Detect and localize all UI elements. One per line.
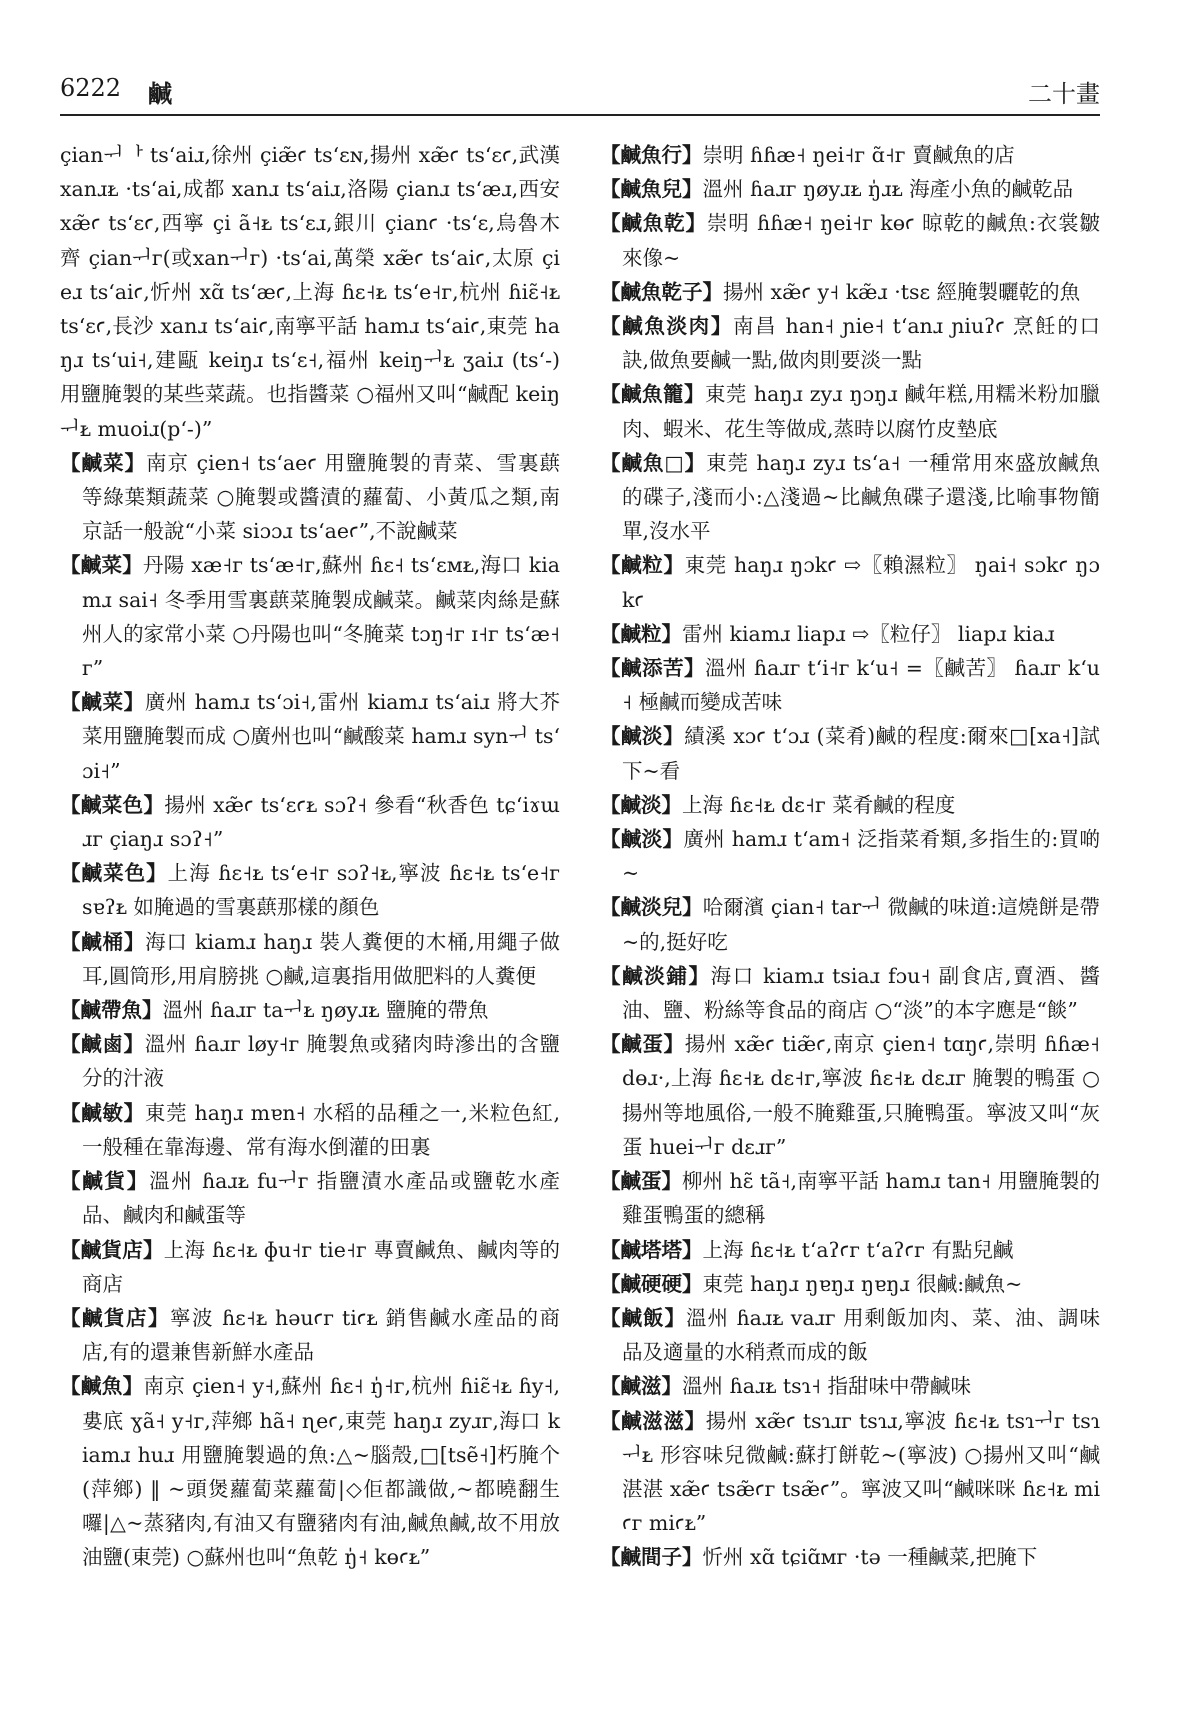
dictionary-entry: [60, 1096, 560, 1164]
dictionary-entry: [600, 1301, 1100, 1369]
entry-continuation: [60, 138, 560, 446]
entry-definition: 上海 ɦɛ˧ᴌ tʻaʔꜥᴦ tʻaʔꜥᴦ 有點兒鹹: [702, 1237, 1014, 1262]
entry-definition: 柳州 hɛ̃ tã˧,南寧平話 hamɹ tan˧ 用鹽腌製的雞蛋鴨蛋的總稱: [622, 1169, 1101, 1228]
entry-headword: 【鹹淡】: [600, 792, 682, 817]
dictionary-entry: [600, 1027, 1100, 1164]
entry-definition: 雷州 kiamɹ liapɹ ⇨〖粒仔〗 liapɹ kiaɹ: [682, 621, 1055, 646]
entry-headword: 【鹹菜】: [60, 553, 143, 578]
entry-headword: 【鹹魚行】: [600, 143, 703, 167]
dictionary-entry: [600, 617, 1100, 651]
entry-headword: 【鹹蛋】: [600, 1032, 685, 1057]
entry-definition: 丹陽 xæ˧ᴦ tsʻæ˧ᴦ,蘇州 ɦɛ˧ tsʻɛᴍᴌ,海口 kiamɹ sai˧ 冬季用雪裏蕻菜腌製成鹹菜。鹹菜肉絲是蘇州人的家常小菜 ○丹陽也叫“冬腌菜 tɔŋ˧ᴦ ɪ˧ᴦ tsʻæ˧ᴦ”: [82, 553, 561, 681]
header-rule: [60, 114, 1100, 116]
dictionary-entry: [60, 925, 560, 993]
entry-definition: 溫州 ɦaɹᴌ tsɿ˧ 指甜味中帶鹹味: [682, 1374, 972, 1399]
dictionary-entry: [60, 993, 560, 1027]
dictionary-entry: [60, 788, 560, 856]
entry-headword: 【鹹魚籠】: [600, 382, 705, 407]
entry-headword: 【鹹菜】: [60, 450, 147, 475]
dictionary-entry: [600, 548, 1100, 616]
entry-definition: 東莞 haŋɹ ŋɔkꜥ ⇨〖賴濕粒〗 ŋai˧ sɔkꜥ ŋɔkꜥ: [622, 553, 1100, 612]
entry-headword: 【鹹淡】: [600, 724, 685, 749]
dictionary-entry: [600, 890, 1100, 958]
entry-headword: 【鹹淡】: [600, 827, 684, 852]
dictionary-entry: [60, 1369, 560, 1574]
dictionary-entry: [600, 172, 1100, 206]
entry-definition: 海口 kiamɹ haŋɹ 裝人糞便的木桶,用繩子做耳,圓筒形,用肩膀挑 ○鹹,這裏指用做肥料的人糞便: [82, 929, 560, 988]
dictionary-entry: [60, 1027, 560, 1095]
dictionary-entry: [600, 822, 1100, 890]
dictionary-entry: [600, 651, 1100, 719]
entry-definition: 東莞 haŋɹ mɐn˧ 水稻的品種之一,米粒色紅,一般種在靠海邊、常有海水倒灌的田裏: [82, 1100, 561, 1159]
entry-headword: 【鹹敏】: [60, 1100, 145, 1125]
entry-headword: 【鹹淡鋪】: [600, 963, 711, 988]
entry-definition: 廣州 hamɹ tsʻɔi˧,雷州 kiamɹ tsʻaiɹ 將大芥菜用鹽腌製而成 ○廣州也叫“鹹酸菜 hamɹ synᅱ tsʻɔi˧”: [82, 690, 560, 783]
entry-definition: 南京 çien˧ tsʻaeꜥ 用鹽腌製的青菜、雪裏蕻等綠葉類蔬菜 ○腌製或醬漬的蘿蔔、小黃瓜之類,南京話一般說“小菜 siɔɔɹ tsʻaeꜥ”,不說鹹菜: [82, 450, 560, 544]
dictionary-entry: [600, 206, 1100, 274]
entry-headword: 【鹹飯】: [600, 1305, 686, 1330]
entry-definition: 溫州 ɦaɹᴦ ŋøyɹᴌ ŋ̍ɹᴌ 海產小魚的鹹乾品: [702, 177, 1074, 202]
page-header: [60, 68, 1100, 108]
entry-headword: 【鹹魚乾子】: [600, 279, 723, 304]
dictionary-entry: [600, 275, 1100, 309]
entry-definition: 揚州 xæ̃ꜥ tsʻɛꜥᴌ sɔʔ˧ 參看“秋香色 tɕʻiɤɯɹᴦ çiaŋɹ sɔʔ˧”: [82, 792, 560, 852]
dictionary-entry: [60, 1301, 560, 1369]
entry-headword: 【鹹粒】: [600, 621, 682, 646]
entry-headword: 【鹹貨店】: [60, 1237, 164, 1262]
entry-definition: 溫州 ɦaɹᴦ løy˧ᴦ 腌製魚或豬肉時滲出的含鹽分的汁液: [82, 1032, 560, 1091]
entry-definition: 海口 kiamɹ tsiaɹ fɔu˧ 副食店,賣酒、醬油、鹽、粉絲等食品的商店 ○“淡”的本字應是“餤”: [622, 963, 1101, 1023]
entry-headword: 【鹹滋】: [600, 1374, 682, 1399]
dictionary-entry: [600, 1404, 1100, 1541]
head-character: 鹹: [148, 79, 172, 108]
dictionary-entry: [60, 548, 560, 685]
entry-definition: 揚州 xæ̃ꜥ y˧ kæ̃ɹ ·tsɛ 經腌製曬乾的魚: [723, 279, 1081, 304]
entry-definition: 廣州 hamɹ tʻam˧ 泛指菜肴類,多指生的:買啲~: [622, 827, 1100, 886]
entry-definition: 東莞 haŋɹ zyɹ ŋɔŋɹ 鹹年糕,用糯米粉加臘肉、蝦米、花生等做成,蒸時以腐竹皮墊底: [622, 382, 1101, 441]
right-column: [600, 138, 1100, 1575]
dictionary-entry: [600, 446, 1100, 549]
entry-headword: 【鹹桶】: [60, 929, 146, 954]
dictionary-entry: [60, 685, 560, 788]
entry-definition: 東莞 haŋɹ zyɹ tsʻa˧ 一種常用來盛放鹹魚的碟子,淺而小:△淺過~比鹹魚碟子還淺,比喻事物簡單,沒水平: [622, 450, 1100, 544]
dictionary-entry: [600, 1164, 1100, 1232]
entry-headword: 【鹹間子】: [600, 1545, 703, 1570]
dictionary-entry: [60, 856, 560, 924]
entry-definition: 溫州 ɦaɹᴦ taᅱᴌ ŋøyɹᴌ 鹽腌的帶魚: [162, 998, 489, 1023]
entry-headword: 【鹹貨】: [60, 1169, 150, 1194]
dictionary-entry: [60, 1233, 560, 1301]
entry-headword: 【鹹魚】: [60, 1374, 144, 1399]
entry-headword: 【鹹魚淡肉】: [600, 314, 733, 339]
stroke-section-label: 二十畫: [1028, 80, 1100, 108]
entry-headword: 【鹹粒】: [600, 553, 685, 578]
entry-definition: 溫州 ɦaɹᴌ fuᅱᴦ 指鹽漬水產品或鹽乾水產品、鹹肉和鹹蛋等: [82, 1169, 561, 1228]
entry-headword: 【鹹添苦】: [600, 656, 705, 681]
entry-definition: 績溪 xɔꜥ tʻɔɹ (菜肴)鹹的程度:爾來□[xa˧]試下~看: [622, 724, 1100, 783]
entry-definition: 上海 ɦɛ˧ᴌ tsʻe˧ᴦ sɔʔ˧ᴌ,寧波 ɦɛ˧ᴌ tsʻe˧ᴦ sɐʔᴌ 如腌過的雪裏蕻那樣的顏色: [82, 861, 560, 920]
entry-headword: 【鹹蛋】: [600, 1169, 683, 1194]
dictionary-entry: [600, 719, 1100, 787]
entry-headword: 【鹹滋滋】: [600, 1408, 706, 1433]
entry-headword: 【鹹菜色】: [60, 861, 168, 886]
entry-headword: 【鹹塔塔】: [600, 1237, 703, 1262]
entry-headword: 【鹹魚兒】: [600, 177, 703, 202]
entry-definition: 崇明 ɦɦæ˧ ŋei˧ᴦ ɑ̃˧ᴦ 賣鹹魚的店: [702, 143, 1015, 167]
dictionary-entry: [600, 959, 1100, 1027]
dictionary-entry: [600, 309, 1100, 377]
entry-headword: 【鹹魚□】: [600, 450, 707, 475]
entry-headword: 【鹹菜】: [60, 690, 145, 715]
entry-definition: 忻州 xɑ̃ tɕiɑ̃ᴍᴦ ·tə 一種鹹菜,把腌下: [702, 1545, 1038, 1570]
entry-definition: 南昌 han˧ ɲie˧ tʻanɹ ɲiuʔꜥ 烹飪的口訣,做魚要鹹一點,做肉則要淡一點: [622, 314, 1100, 373]
entry-headword: 【鹹淡兒】: [600, 895, 703, 920]
dictionary-entry: [60, 446, 560, 549]
dictionary-entry: [600, 377, 1100, 445]
entry-definition: 溫州 ɦaɹᴌ vaɹᴦ 用剩飯加肉、菜、油、調味品及適量的水稍煮而成的飯: [622, 1305, 1100, 1365]
entry-headword: 【鹹貨店】: [60, 1305, 170, 1330]
entry-headword: 【鹹魚乾】: [600, 211, 707, 236]
entry-headword: 【鹹帶魚】: [60, 998, 163, 1023]
left-column: [60, 138, 560, 1575]
entry-definition: 東莞 haŋɹ ŋɐŋɹ ŋɐŋɹ 很鹹:鹹魚~: [702, 1271, 1023, 1296]
dictionary-entry: [600, 138, 1100, 172]
entry-definition: 上海 ɦɛ˧ᴌ dɛ˧ᴦ 菜肴鹹的程度: [682, 792, 956, 817]
entry-definition: 溫州 ɦaɹᴦ tʻi˧ᴦ kʻu˧ =〖鹹苦〗 ɦaɹᴦ kʻu˧ 極鹹而變成苦味: [622, 656, 1101, 715]
dictionary-entry: [600, 1233, 1100, 1267]
dictionary-entry: [600, 1369, 1100, 1403]
entry-definition: 上海 ɦɛ˧ᴌ ɸu˧ᴦ tie˧ᴦ 專賣鹹魚、鹹肉等的商店: [82, 1237, 560, 1296]
entry-definition: 寧波 ɦɛ˧ᴌ həuꜥᴦ tiꜥᴌ 銷售鹹水產品的商店,有的還兼售新鮮水產品: [82, 1305, 561, 1365]
dictionary-entry: [600, 1267, 1100, 1301]
dictionary-entry: [600, 1540, 1100, 1574]
entry-headword: 【鹹鹵】: [60, 1032, 145, 1057]
dictionary-entry: [600, 788, 1100, 822]
entry-headword: 【鹹菜色】: [60, 792, 165, 817]
entry-definition: 揚州 xæ̃ꜥ tsɿɹᴦ tsɿɹ,寧波 ɦɛ˧ᴌ tsɿᅱᴦ tsɿᅱᴌ 形容味兒微鹹:蘇打餅乾~(寧波) ○揚州又叫“鹹湛湛 xæ̃ꜥ tsæ̃ꜥᴦ tsæ̃ꜥ”。寧波又叫“鹹咪咪 ɦɛ˧ᴌ miꜥᴦ miꜥᴌ”: [622, 1408, 1100, 1536]
page-number: 6222: [60, 74, 122, 102]
entry-definition: 崇明 ɦɦæ˧ ŋei˧ᴦ kɵꜥ 晾乾的鹹魚:衣裳皺來像~: [622, 211, 1100, 270]
dictionary-entry: [60, 1164, 560, 1232]
entry-definition: 揚州 xæ̃ꜥ tiæ̃ꜥ,南京 çien˧ tɑŋꜥ,崇明 ɦɦæ˧ dɵɹ·,上海 ɦɛ˧ᴌ dɛ˧ᴦ,寧波 ɦɛ˧ᴌ dɛɹᴦ 腌製的鴨蛋 ○揚州等地風俗,一般不腌雞蛋,只腌鴨蛋。寧波又叫“灰蛋 hueiᅱᴦ dɛɹᴦ”: [622, 1032, 1100, 1159]
entry-definition: çianᅱᅡ tsʻaiɹ,徐州 çiæ̃ꜥ tsʻɛɴ,揚州 xæ̃ꜥ tsʻɛꜥ,武漢 xanɹᴌ ·tsʻai,成都 xanɹ tsʻaiɹ,洛陽 çianɹ tsʻæɹ,西安 xæ̃ꜥ tsʻɛꜥ,西寧 çi ã˧ᴌ tsʻɛɹ,銀川 çianꜥ ·tsʻɛ,烏魯木齊 çianᅱᴦ(或xanᅱᴦ) ·tsʻai,萬榮 xæ̃ꜥ tsʻaiꜥ,太原 çieɹ tsʻaiꜥ,忻州 xɑ̃ tsʻæꜥ,上海 ɦɛ˧ᴌ tsʻe˧ᴦ,杭州 ɦiɛ̃˧ᴌ tsʻɛꜥ,長沙 xanɹ tsʻaiꜥ,南寧平話 hamɹ tsʻaiꜥ,東莞 haŋɹ tsʻui˧,建甌 keiŋɹ tsʻɛ˧,福州 keiŋᅱᴌ ʒaiɹ (tsʻ-) 用鹽腌製的某些菜蔬。也指醬菜 ○福州又叫“鹹配 keiŋᅱᴌ muoiɹ(pʻ-)”: [60, 143, 560, 441]
entry-definition: 南京 çien˧ y˧,蘇州 ɦɛ˧ ŋ̍˧ᴦ,杭州 ɦiɛ̃˧ᴌ ɦy˧,婁底 ɣã˧ y˧ᴦ,萍鄉 hã˧ ɳeꜥ,東莞 haŋɹ zyɹᴦ,海口 kiamɹ huɹ 用鹽腌製過的魚:△~腦殼,□[tsẽ˧]朽腌个(萍鄉) ‖ ~頭煲蘿蔔菜蘿蔔|◇佢都識做,~都曉翻生囉|△~蒸豬肉,有油又有鹽豬肉有油,鹹魚鹹,故不用放油鹽(東莞) ○蘇州也叫“魚乾 ŋ̍˧ kɵꜥᴌ”: [82, 1374, 560, 1570]
entry-definition: 哈爾濱 çian˧ tarᅱ 微鹹的味道:這燒餅是帶~的,挺好吃: [622, 895, 1100, 954]
entry-headword: 【鹹硬硬】: [600, 1271, 703, 1296]
